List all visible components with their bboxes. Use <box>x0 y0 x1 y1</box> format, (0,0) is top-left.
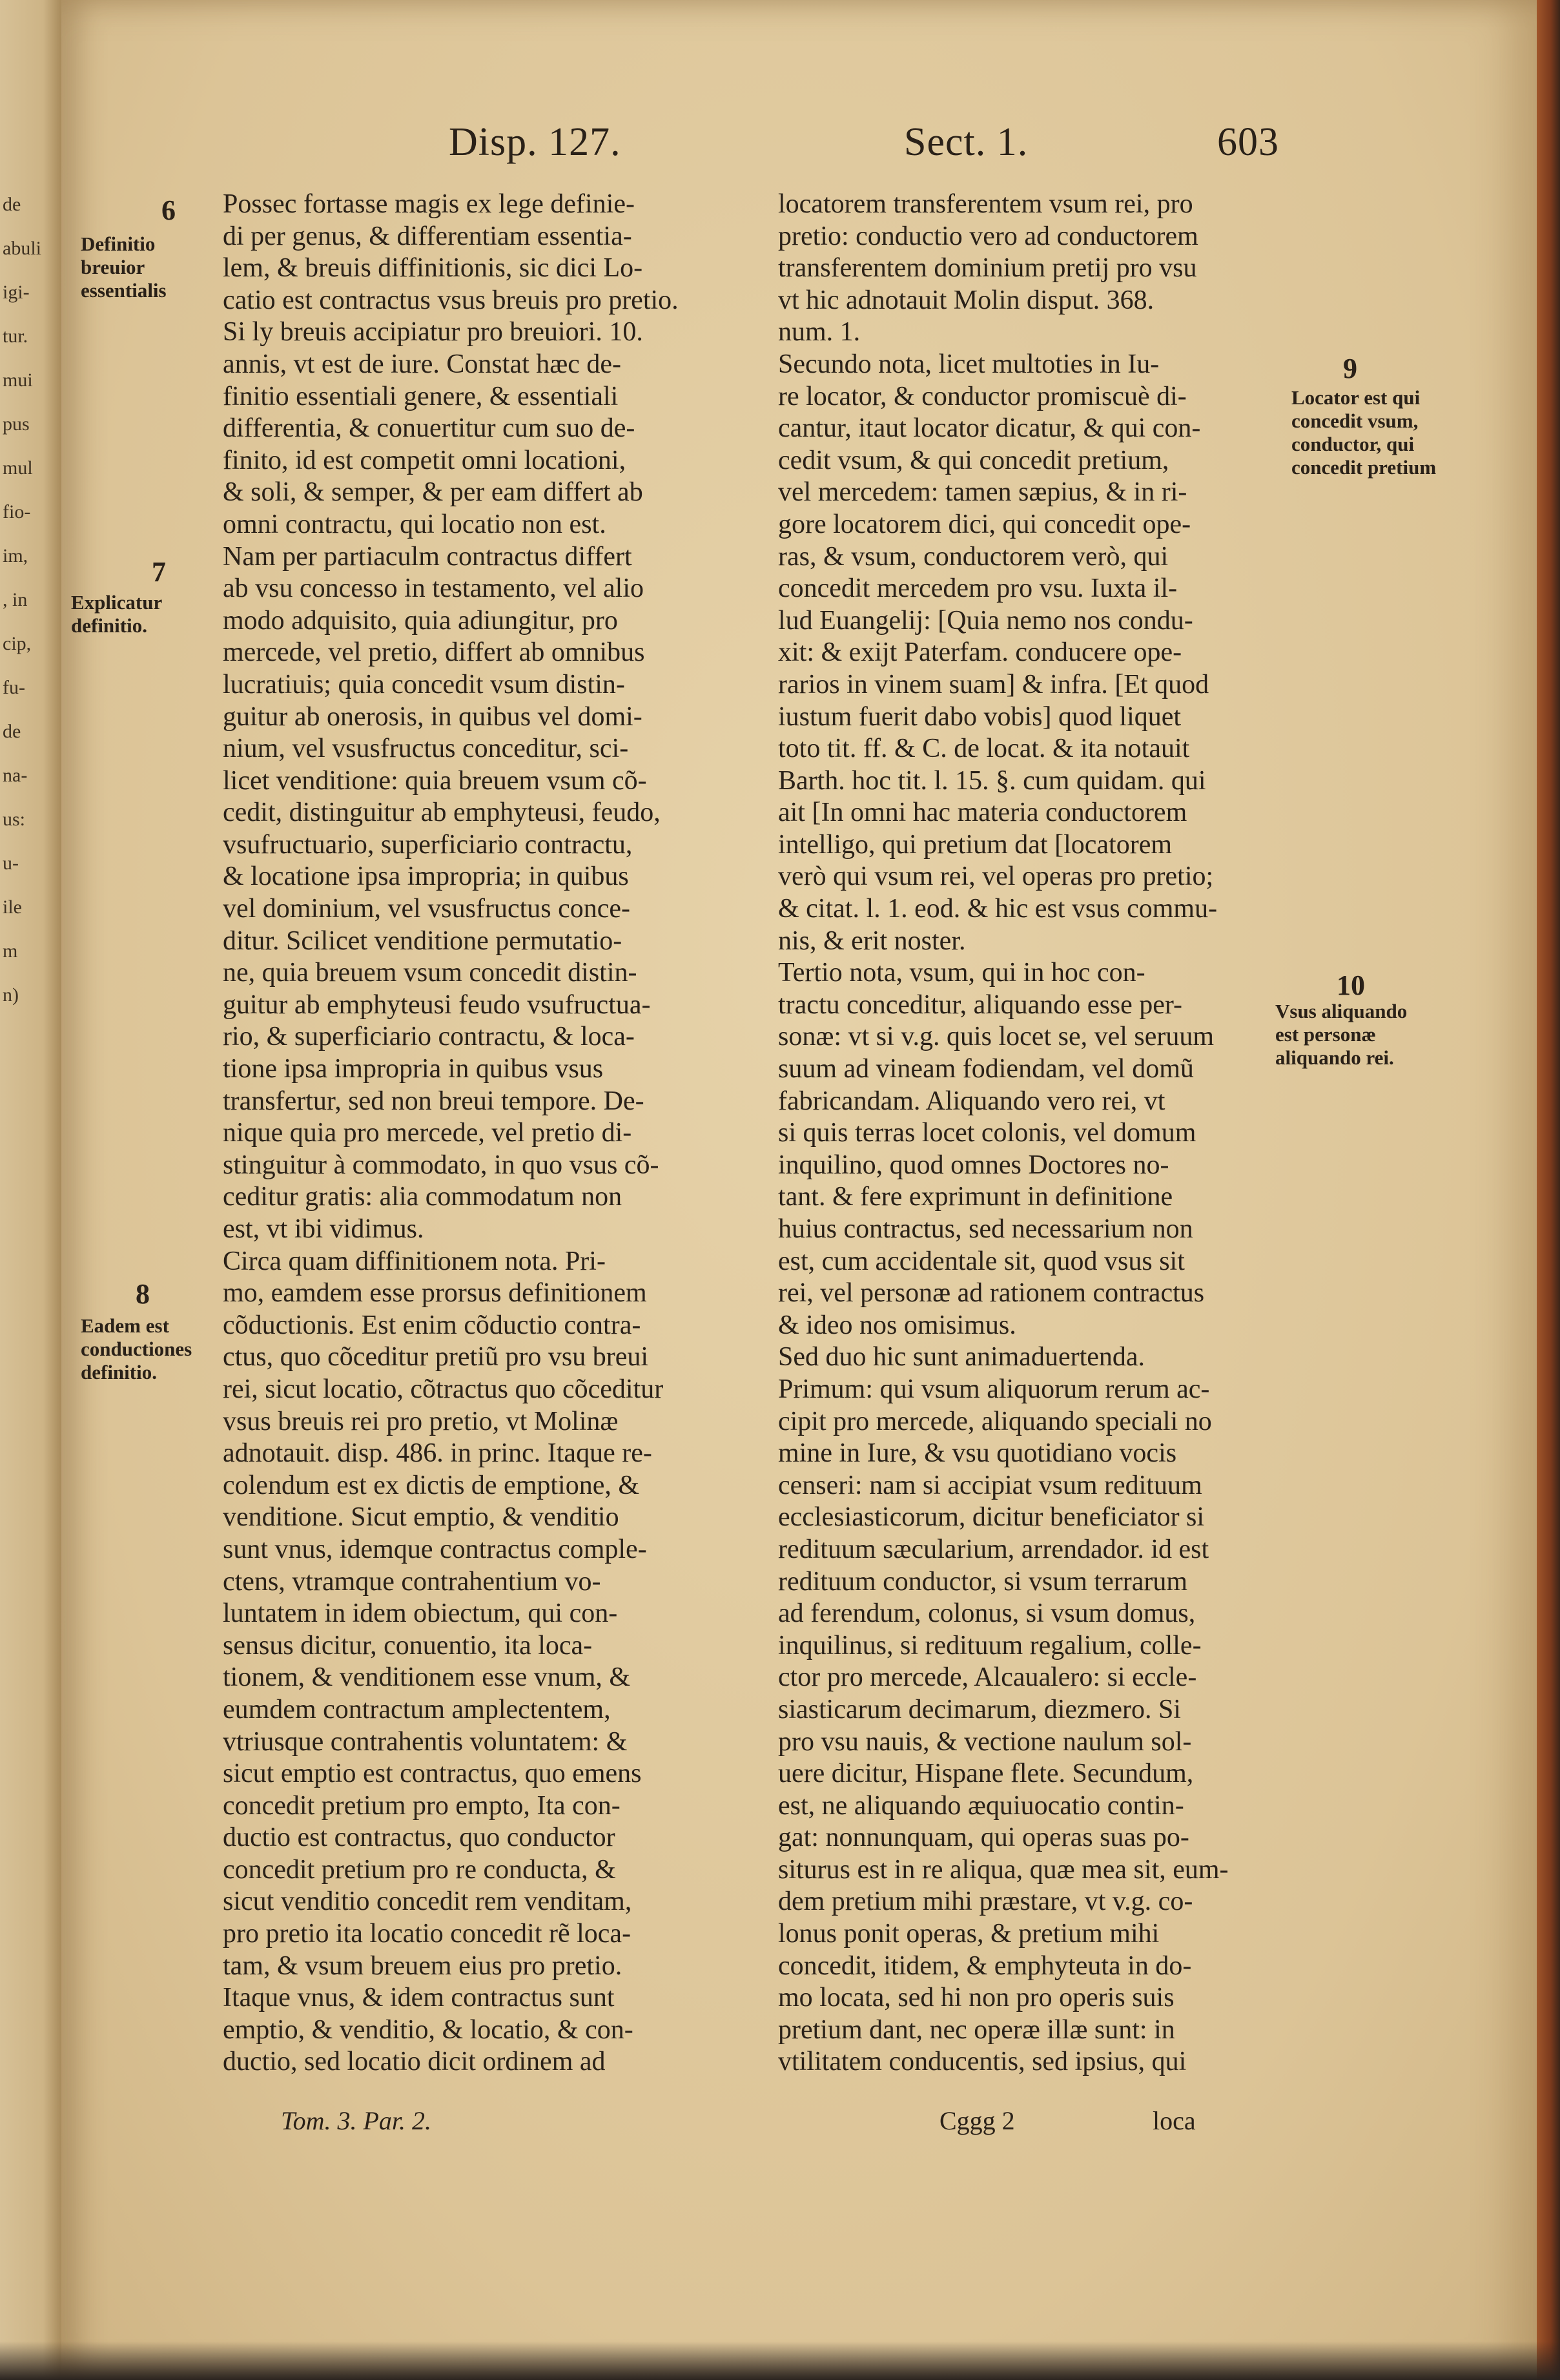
text-line: ductio est contractus, quo conductor <box>223 1823 615 1853</box>
text-line: redituum sæcularium, arrendador. id est <box>778 1534 1209 1564</box>
text-line: vtriusque contrahentis voluntatem: & <box>223 1726 628 1757</box>
text-line: cõductionis. Est enim cõductio contra- <box>223 1310 641 1340</box>
text-line: & ideo nos omisimus. <box>778 1310 1016 1340</box>
signature-mark: Cggg 2 <box>939 2106 1015 2135</box>
text-line: Nam per partiaculm contractus differt <box>223 541 632 572</box>
text-line: licet venditione: quia breuem vsum cõ- <box>223 765 647 796</box>
text-line: Circa quam diffinitionem nota. Pri- <box>223 1246 606 1276</box>
text-line: lonus ponit operas, & pretium mihi <box>778 1919 1160 1949</box>
text-line: Itaque vnus, & idem contractus sunt <box>223 1983 615 2013</box>
text-line: lucratiuis; quia concedit vsum distin- <box>223 669 625 699</box>
text-line: stinguitur à commodato, in quo vsus cõ- <box>223 1150 659 1180</box>
text-line: iustum fuerit dabo vobis] quod liquet <box>778 701 1182 732</box>
facing-page-fragment: cip, <box>3 633 32 654</box>
margin-note-9: Locator est qui concedit vsum, conductor, qui concedit pretium <box>1291 386 1437 479</box>
text-line: eumdem contractum amplectentem, <box>223 1694 611 1724</box>
text-line: gat: nonnunquam, qui operas suas po- <box>778 1823 1189 1853</box>
text-line: ductio, sed locatio dicit ordinem ad <box>223 2047 606 2077</box>
text-line: nique quia pro mercede, vel pretio di- <box>223 1118 632 1148</box>
text-line: & citat. l. 1. eod. & hic est vsus commu- <box>778 894 1218 924</box>
text-line: rio, & superficiario contractu, & loca- <box>223 1022 635 1052</box>
text-line: suum ad vineam fodiendam, vel domũ <box>778 1054 1194 1084</box>
text-line: finitio essentiali genere, & essentiali <box>223 381 619 411</box>
text-line: concedit mercedem pro vsu. Iuxta il- <box>778 574 1178 604</box>
text-line: vel mercedem: tamen sæpius, & in ri- <box>778 477 1187 508</box>
margin-number-6: 6 <box>161 194 176 226</box>
red-page-edge <box>1537 0 1560 2380</box>
text-line: & locatione ipsa impropria; in quibus <box>223 862 629 892</box>
text-line: di per genus, & differentiam essentia- <box>223 221 632 251</box>
text-line: redituum conductor, si vsum terrarum <box>778 1566 1187 1597</box>
text-line: pretio: conductio vero ad conductorem <box>778 221 1198 251</box>
text-line: est, cum accidentale sit, quod vsus sit <box>778 1246 1185 1276</box>
text-line: intelligo, qui pretium dat [locatorem <box>778 829 1173 860</box>
page-bottom-shadow <box>0 2341 1560 2380</box>
text-line: Sed duo hic sunt animaduertenda. <box>778 1342 1145 1372</box>
text-line: concedit, itidem, & emphyteuta in do- <box>778 1951 1192 1981</box>
facing-page-fragment: mul <box>3 457 33 479</box>
text-line: tionem, & venditionem esse vnum, & <box>223 1662 631 1693</box>
text-line: Secundo nota, licet multoties in Iu- <box>778 349 1160 379</box>
facing-page-fragment: us: <box>3 809 26 830</box>
text-line: transfertur, sed non breui tempore. De- <box>223 1086 644 1116</box>
facing-page-fragment: fu- <box>3 677 25 698</box>
running-header <box>61 119 1537 178</box>
book-page <box>61 0 1537 2380</box>
text-line: inquilinus, si redituum regalium, colle- <box>778 1630 1202 1661</box>
text-line: Barth. hoc tit. l. 15. §. cum quidam. qui <box>778 765 1206 796</box>
text-line: est, vt ibi vidimus. <box>223 1214 424 1244</box>
facing-page-fragment: pus <box>3 413 30 435</box>
text-line: differentia, & conuertitur cum suo de- <box>223 413 635 444</box>
text-line: pro vsu nauis, & vectione naulum sol- <box>778 1726 1192 1757</box>
text-line: ras, & vsum, conductorem verò, qui <box>778 541 1169 572</box>
text-line: emptio, & venditio, & locatio, & con- <box>223 2014 633 2045</box>
text-line: rarios in vinem suam] & infra. [Et quod <box>778 669 1209 699</box>
text-line: si quis terras locet colonis, vel domum <box>778 1118 1196 1148</box>
text-line: guitur ab onerosis, in quibus vel domi- <box>223 701 642 732</box>
text-line: tione ipsa impropria in quibus vsus <box>223 1054 604 1084</box>
facing-page-fragment: ile <box>3 896 22 918</box>
text-line: re locator, & conductor promiscuè di- <box>778 381 1187 411</box>
margin-note-7: Explicatur definitio. <box>71 591 162 637</box>
text-line: ditur. Scilicet venditione permutatio- <box>223 926 622 956</box>
text-line: siturus est in re aliqua, quæ mea sit, eum- <box>778 1854 1229 1885</box>
text-line: Possec fortasse magis ex lege definie- <box>223 189 635 219</box>
facing-page-fragment: im, <box>3 545 28 566</box>
text-line: ctus, quo cõceditur pretiũ pro vsu breui <box>223 1342 648 1372</box>
facing-page-fragment: abuli <box>3 238 41 259</box>
text-line: ceditur gratis: alia commodatum non <box>223 1182 622 1212</box>
text-line: cantur, itaut locator dicatur, & qui con- <box>778 413 1201 444</box>
text-line: modo adquisito, quia adiungitur, pro <box>223 605 618 636</box>
text-line: Primum: qui vsum aliquorum rerum ac- <box>778 1374 1210 1404</box>
text-line: Tertio nota, vsum, qui in hoc con- <box>778 958 1145 988</box>
text-line: uere dicitur, Hispane flete. Secundum, <box>778 1759 1194 1789</box>
text-line: lem, & breuis diffinitionis, sic dici Lo- <box>223 253 643 284</box>
text-line: ctor pro mercede, Alcaualero: si eccle- <box>778 1662 1197 1693</box>
text-line: toto tit. ff. & C. de locat. & ita notauit <box>778 734 1190 764</box>
text-line: mo locata, sed hi non pro operis suis <box>778 1983 1175 2013</box>
text-line: sensus dicitur, conuentio, ita loca- <box>223 1630 593 1661</box>
facing-page-fragment: u- <box>3 853 19 874</box>
margin-number-9: 9 <box>1343 353 1357 384</box>
text-line: dem pretium mihi præstare, vt v.g. co- <box>778 1887 1193 1917</box>
facing-page-fragment: na- <box>3 765 28 786</box>
disputation-heading: Disp. 127. <box>449 120 621 164</box>
text-line: tam, & vsum breuem eius pro pretio. <box>223 1951 622 1981</box>
text-line: cedit, distinguitur ab emphyteusi, feudo, <box>223 798 661 828</box>
facing-page-fragment: , in <box>3 589 28 610</box>
text-line: ad ferendum, colonus, si vsum domus, <box>778 1599 1196 1629</box>
text-line: rei, sicut locatio, cõtractus quo cõceditur <box>223 1374 664 1404</box>
text-line: finito, id est competit omni locationi, <box>223 445 626 475</box>
text-line: vt hic adnotauit Molin disput. 368. <box>778 285 1155 315</box>
text-line: gore locatorem dici, qui concedit ope- <box>778 509 1191 539</box>
section-heading: Sect. 1. <box>904 120 1029 164</box>
volume-footer: Tom. 3. Par. 2. <box>281 2106 432 2135</box>
text-line: catio est contractus vsus breuis pro pretio. <box>223 285 679 315</box>
facing-page-fragment: de <box>3 194 21 215</box>
text-line: sicut emptio est contractus, quo emens <box>223 1759 642 1789</box>
text-line: omni contractu, qui locatio non est. <box>223 509 606 539</box>
text-line: num. 1. <box>778 317 861 347</box>
text-line: siasticarum decimarum, diezmero. Si <box>778 1694 1181 1724</box>
text-line: & soli, & semper, & per eam differt ab <box>223 477 643 508</box>
text-line: ne, quia breuem vsum concedit distin- <box>223 958 637 988</box>
text-line: est, ne aliquando æquiuocatio contin- <box>778 1790 1184 1821</box>
page-number: 603 <box>1217 120 1279 164</box>
text-line: rei, vel personæ ad rationem contractus <box>778 1278 1205 1309</box>
text-line: nis, & erit noster. <box>778 926 966 956</box>
margin-number-10: 10 <box>1337 969 1365 1001</box>
text-line: inquilino, quod omnes Doctores no- <box>778 1150 1169 1180</box>
text-line: sunt vnus, idemque contractus comple- <box>223 1534 647 1564</box>
text-line: huius contractus, sed necessarium non <box>778 1214 1193 1244</box>
text-line: tant. & fere exprimunt in definitione <box>778 1182 1173 1212</box>
text-line: ab vsu concesso in testamento, vel alio <box>223 574 644 604</box>
catchword: loca <box>1153 2106 1196 2135</box>
text-line: xit: & exijt Paterfam. conducere ope- <box>778 637 1182 668</box>
facing-page-fragment: de <box>3 721 21 742</box>
text-line: annis, vt est de iure. Constat hæc de- <box>223 349 622 379</box>
text-line: venditione. Sicut emptio, & venditio <box>223 1502 619 1533</box>
facing-page-fragment: n) <box>3 984 19 1006</box>
text-line: lud Euangelij: [Quia nemo nos condu- <box>778 605 1193 636</box>
text-line: censeri: nam si accipiat vsum redituum <box>778 1470 1202 1500</box>
text-line: locatorem transferentem vsum rei, pro <box>778 189 1193 219</box>
text-line: adnotauit. disp. 486. in princ. Itaque re- <box>223 1438 652 1469</box>
text-line: mine in Iure, & vsu quotidiano vocis <box>778 1438 1177 1469</box>
text-line: sicut venditio concedit rem venditam, <box>223 1887 632 1917</box>
text-line: ecclesiasticorum, dicitur beneficiator si <box>778 1502 1205 1533</box>
facing-page-fragment: mui <box>3 369 33 391</box>
text-line: mo, eamdem esse prorsus definitionem <box>223 1278 647 1309</box>
text-line: cedit vsum, & qui concedit pretium, <box>778 445 1169 475</box>
margin-note-8: Eadem est conductiones definitio. <box>81 1314 192 1383</box>
text-line: fabricandam. Aliquando vero rei, vt <box>778 1086 1165 1116</box>
text-line: ait [In omni hac materia conductorem <box>778 798 1187 828</box>
text-line: verò qui vsum rei, vel operas pro pretio; <box>778 862 1214 892</box>
margin-number-8: 8 <box>136 1278 150 1310</box>
facing-page-fragment: tur. <box>3 326 28 347</box>
text-line: vtilitatem conducentis, sed ipsius, qui <box>778 2047 1187 2077</box>
text-line: mercede, vel pretio, differt ab omnibus <box>223 637 645 668</box>
text-line: ctens, vtramque contrahentium vo- <box>223 1566 601 1597</box>
text-line: guitur ab emphyteusi feudo vsufructua- <box>223 989 651 1020</box>
facing-page-edge <box>0 0 61 2380</box>
text-line: cipit pro mercede, aliquando speciali no <box>778 1406 1212 1436</box>
right-column-text <box>778 189 1346 2078</box>
facing-page-fragment: igi- <box>3 282 30 303</box>
text-line: vel dominium, vel vsusfructus conce- <box>223 894 631 924</box>
text-line: concedit pretium pro re conducta, & <box>223 1854 616 1885</box>
text-line: transferentem dominium pretij pro vsu <box>778 253 1197 284</box>
text-line: concedit pretium pro empto, Ita con- <box>223 1790 621 1821</box>
text-line: vsufructuario, superficiario contractu, <box>223 829 633 860</box>
text-line: pro pretio ita locatio concedit rẽ loca- <box>223 1919 631 1949</box>
facing-page-fragment: fio- <box>3 501 31 523</box>
text-line: Si ly breuis accipiatur pro breuiori. 10. <box>223 317 643 347</box>
text-line: tractu conceditur, aliquando esse per- <box>778 989 1183 1020</box>
text-line: sonæ: vt si v.g. quis locet se, vel seruum <box>778 1022 1215 1052</box>
text-line: luntatem in idem obiectum, qui con- <box>223 1599 618 1629</box>
text-line: nium, vel vsusfructus conceditur, sci- <box>223 734 629 764</box>
text-line: colendum est ex dictis de emptione, & <box>223 1470 640 1500</box>
facing-page-fragment: m <box>3 940 18 962</box>
text-line: vsus breuis rei pro pretio, vt Molinæ <box>223 1406 619 1436</box>
margin-note-10: Vsus aliquando est personæ aliquando rei. <box>1275 1000 1408 1069</box>
text-line: pretium dant, nec operæ illæ sunt: in <box>778 2014 1175 2045</box>
margin-number-7: 7 <box>152 556 166 588</box>
left-column-text <box>223 189 794 2078</box>
margin-note-6: Definitio breuior essentialis <box>81 233 167 302</box>
